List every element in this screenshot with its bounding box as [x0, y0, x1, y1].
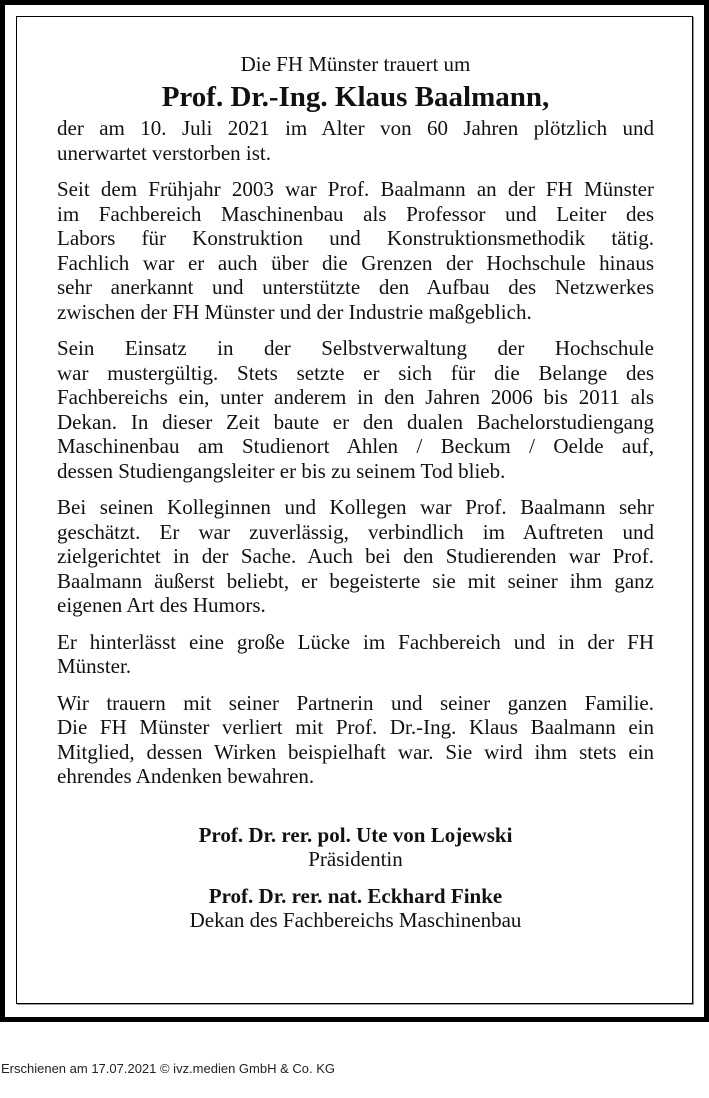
intro-line: Die FH Münster trauert um	[240, 52, 471, 76]
paragraph-line: Labors für Konstruktion und Konstruktionsmethodik tätig.	[57, 226, 654, 250]
paragraph-line: ehrendes Andenken bewahren.	[57, 764, 315, 788]
paragraph-line: Bei seinen Kolleginnen und Kollegen war Prof. Baalmann sehr	[57, 495, 654, 519]
deceased-name-title: Prof. Dr.-Ing. Klaus Baalmann,	[161, 81, 550, 113]
paragraph-line: im Fachbereich Maschinenbau als Professor und Leiter des	[57, 201, 654, 226]
paragraph-line: Er hinterlässt eine große Lücke im Fachbereich und in der FH	[57, 629, 654, 654]
body-paragraph	[57, 116, 654, 165]
body-paragraph	[57, 691, 654, 789]
paragraph-line: Mitglied, dessen Wirken beispielhaft war. Sie wird ihm stets ein	[57, 739, 654, 764]
publication-footer: Erschienen am 17.07.2021 © ivz.medien GmbH & Co. KG	[1, 1061, 336, 1076]
paragraph-line: war mustergültig. Stets setzte er sich für die Belange des	[57, 360, 654, 385]
paragraph-line: Seit dem Frühjahr 2003 war Prof. Baalmann an der FH Münster	[57, 177, 654, 201]
paragraph-line: Die FH Münster verliert mit Prof. Dr.-Ing. Klaus Baalmann ein	[57, 715, 654, 739]
signatory-name: Prof. Dr. rer. nat. Eckhard Finke	[208, 883, 503, 908]
signatory-role: Präsidentin	[308, 847, 403, 871]
signatory	[57, 884, 654, 933]
paragraph-line: zielgerichtet in der Sache. Auch bei den Studierenden war Prof.	[57, 544, 654, 568]
paragraph-line: eigenen Art des Humors.	[57, 593, 266, 617]
paragraph-line: Wir trauern mit seiner Partnerin und seiner ganzen Familie.	[57, 690, 654, 715]
paragraph-line: Fachbereichs ein, unter anderem in den Jahren 2006 bis 2011 als	[57, 385, 654, 409]
paragraph-line: Fachlich war er auch über die Grenzen der Hochschule hinaus	[57, 250, 654, 275]
paragraph-line: zwischen der FH Münster und der Industrie maßgeblich.	[57, 299, 532, 324]
body-paragraph	[57, 495, 654, 618]
obituary-content	[57, 52, 654, 933]
paragraph-line: der am 10. Juli 2021 im Alter von 60 Jahren plötzlich und	[57, 116, 654, 140]
paragraph-line: Dekan. In dieser Zeit baute er den dualen Bachelorstudiengang	[57, 409, 654, 434]
paragraph-line: sehr anerkannt und unterstützte den Aufbau des Netzwerkes	[57, 275, 654, 299]
body-paragraph	[57, 630, 654, 679]
paragraph-line: Maschinenbau am Studienort Ahlen / Beckum / Oelde auf,	[57, 434, 654, 458]
paragraph-line: dessen Studiengangsleiter er bis zu seinem Tod blieb.	[57, 458, 506, 483]
body-paragraph	[57, 336, 654, 483]
signatures	[57, 823, 654, 933]
paragraph-line: Sein Einsatz in der Selbstverwaltung der Hochschule	[57, 336, 654, 360]
paragraph-line: geschätzt. Er war zuverlässig, verbindlich im Auftreten und	[57, 519, 654, 544]
body-paragraph	[57, 177, 654, 324]
signatory-name: Prof. Dr. rer. pol. Ute von Lojewski	[198, 822, 513, 847]
paragraph-line: Münster.	[57, 654, 132, 678]
obituary-body	[57, 116, 654, 789]
paragraph-line: unerwartet verstorben ist.	[57, 140, 272, 165]
signatory-role: Dekan des Fachbereichs Maschinenbau	[189, 908, 522, 932]
signatory	[57, 823, 654, 872]
paragraph-line: Baalmann äußerst beliebt, er begeisterte sie mit seiner ihm ganz	[57, 568, 654, 593]
